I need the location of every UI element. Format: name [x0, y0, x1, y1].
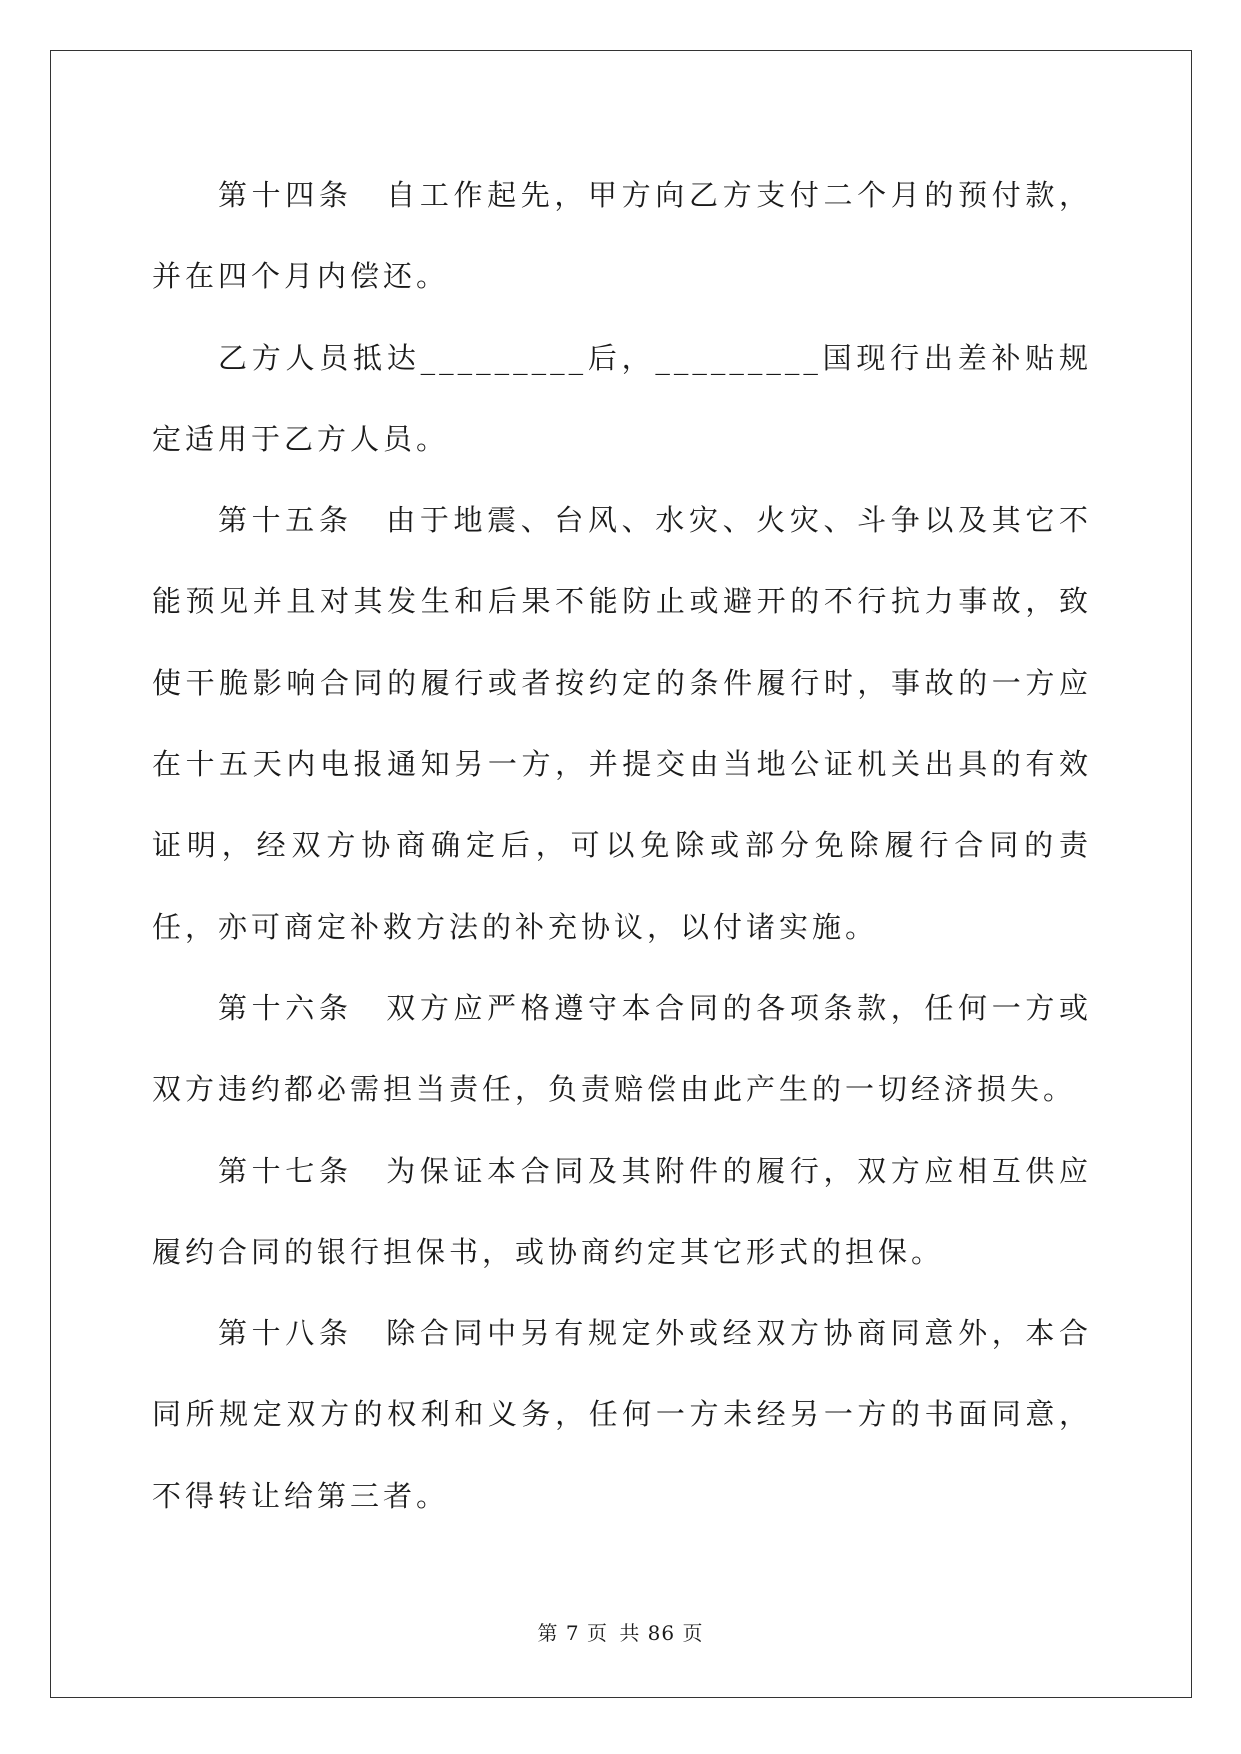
- paragraph-article-16: 第十六条 双方应严格遵守本合同的各项条款，任何一方或双方违约都必需担当责任，负责赔偿由此产生的一切经济损失。: [152, 990, 1092, 1107]
- paragraph-article-14: 第十四条 自工作起先，甲方向乙方支付二个月的预付款，并在四个月内偿还。: [152, 178, 1092, 294]
- document-body: [152, 155, 1092, 1537]
- paragraph-article-15: 第十五条 由于地震、台风、水灾、火灾、斗争以及其它不能预见并且对其发生和后果不能防止或避开的不行抗力事故，致使干脆影响合同的履行或者按约定的条件履行时，事故的一方应在十五天内电报通知另一方，并提交由当地公证机关出具的有效证明，经双方协商确定后，可以免除或部分免除履行合同的责任，亦可商定补救方法的补充协议，以付诸实施。: [152, 503, 1092, 944]
- page-footer: [0, 1617, 1241, 1646]
- paragraph-article-17: 第十七条 为保证本合同及其附件的履行，双方应相互供应履约合同的银行担保书，或协商约定其它形式的担保。: [152, 1153, 1092, 1269]
- page-number: 第 7 页: [537, 1621, 608, 1645]
- page-total: 共 86 页: [619, 1621, 704, 1645]
- paragraph-article-18: 第十八条 除合同中另有规定外或经双方协商同意外，本合同所规定双方的权利和义务，任何一方未经另一方的书面同意，不得转让给第三者。: [152, 1316, 1092, 1513]
- paragraph-travel-allowance: 乙方人员抵达_________后，_________国现行出差补贴规定适用于乙方人员。: [152, 340, 1092, 456]
